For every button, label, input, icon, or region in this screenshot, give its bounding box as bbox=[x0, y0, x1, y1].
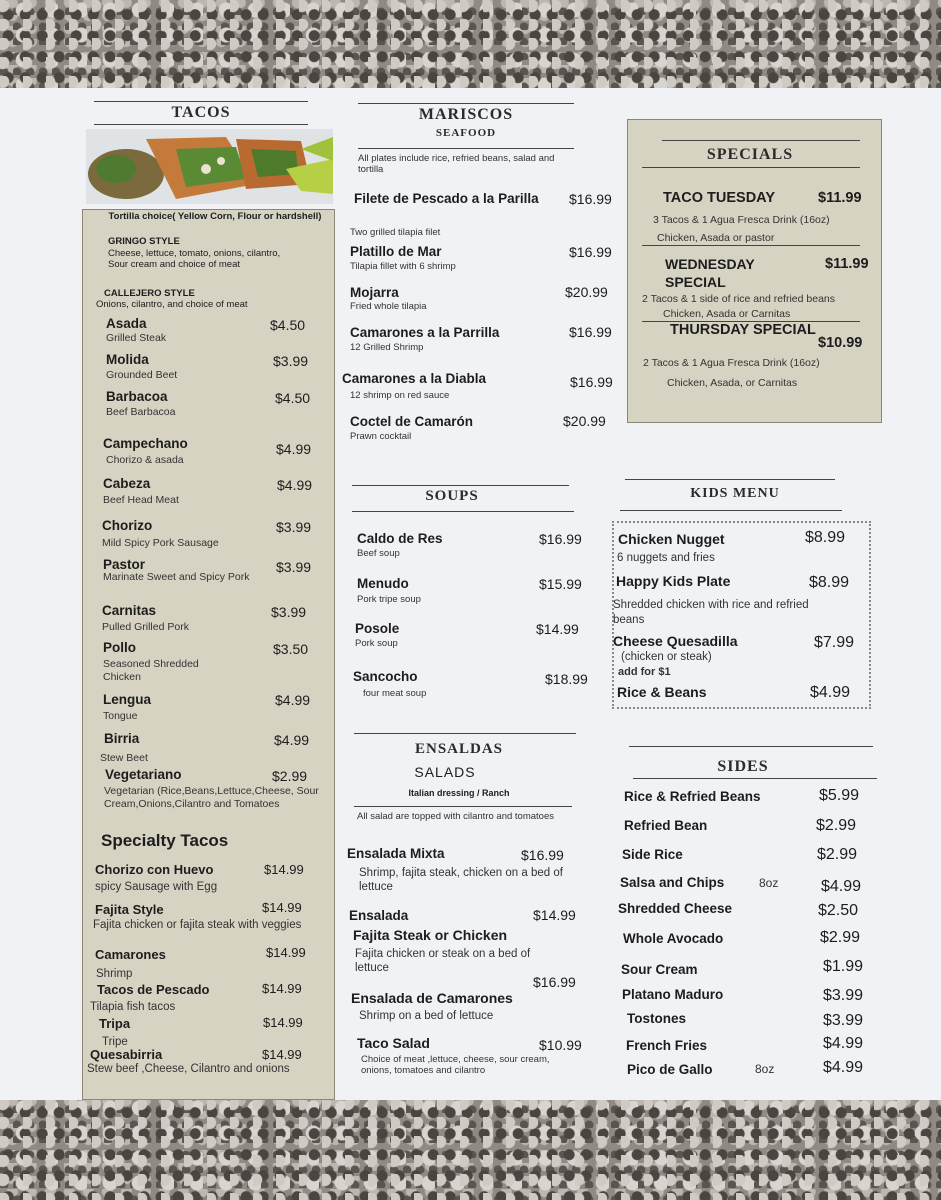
salad-item-price: $10.99 bbox=[539, 1037, 582, 1053]
side-item-size: 8oz bbox=[755, 1062, 775, 1076]
soup-item-price: $15.99 bbox=[539, 576, 582, 592]
special-divider bbox=[642, 245, 860, 246]
sides-rule-top bbox=[629, 746, 873, 747]
side-item-price: $3.99 bbox=[823, 1012, 864, 1029]
kids-item-price: $7.99 bbox=[814, 634, 855, 651]
specialty-item-desc: Tilapia fish tacos bbox=[90, 1001, 176, 1013]
specialty-item-name: Chorizo con Huevo bbox=[95, 862, 214, 877]
kids-item-price: $8.99 bbox=[805, 529, 846, 546]
specialty-item-name: Tacos de Pescado bbox=[97, 982, 210, 997]
kids-item-desc: (chicken or steak) bbox=[621, 651, 712, 663]
taco-item-price: $4.99 bbox=[275, 692, 311, 708]
taco-item-price: $3.99 bbox=[273, 353, 309, 369]
specialty-item-name: Fajita Style bbox=[95, 902, 164, 917]
seafood-subheading: SEAFOOD bbox=[435, 127, 497, 139]
special-item-desc: 2 Tacos & 1 Agua Fresca Drink (16oz) bbox=[643, 357, 820, 369]
side-item-name: Salsa and Chips bbox=[620, 875, 725, 890]
seafood-item-price: $16.99 bbox=[569, 244, 612, 260]
specialty-item-name: Tripa bbox=[99, 1016, 131, 1031]
special-item-price: $11.99 bbox=[818, 190, 862, 206]
soup-item-price: $18.99 bbox=[545, 671, 588, 687]
side-item-size: 8oz bbox=[759, 876, 779, 890]
kids-rule-top bbox=[625, 479, 835, 480]
specialty-item-desc: Stew beef ,Cheese, Cilantro and onions bbox=[87, 1063, 290, 1075]
specials-rule-bottom bbox=[642, 167, 860, 168]
soup-item-name: Sancocho bbox=[353, 669, 418, 684]
taco-item-desc: Stew Beet bbox=[100, 752, 148, 764]
tortilla-choice-note: Tortilla choice( Yellow Corn, Flour or hardshell) bbox=[108, 211, 322, 222]
side-item-price: $1.99 bbox=[823, 958, 864, 975]
taco-item-desc: Mild Spicy Pork Sausage bbox=[102, 537, 219, 549]
kids-item-name: Chicken Nugget bbox=[618, 531, 725, 547]
seafood-item-desc: Fried whole tilapia bbox=[350, 301, 427, 312]
seafood-item-price: $16.99 bbox=[570, 374, 613, 390]
specialty-item-price: $14.99 bbox=[262, 1047, 302, 1062]
side-item-name: Pico de Gallo bbox=[627, 1062, 713, 1077]
side-item-name: Sour Cream bbox=[621, 962, 698, 977]
callejero-style-desc: Onions, cilantro, and choice of meat bbox=[96, 299, 248, 310]
taco-item-price: $4.99 bbox=[277, 477, 313, 493]
special-item-meats: Chicken, Asada or pastor bbox=[657, 232, 775, 244]
tacos-heading: TACOS bbox=[171, 104, 231, 121]
seafood-item-price: $16.99 bbox=[569, 324, 612, 340]
kids-item-name: Happy Kids Plate bbox=[616, 573, 731, 589]
taco-item-name: Birria bbox=[104, 731, 140, 746]
salad-item-desc: Fajita chicken or steak on a bed of lettuce bbox=[355, 948, 531, 974]
specials-rule-top bbox=[662, 140, 860, 141]
specialty-item-desc: Tripe bbox=[102, 1036, 128, 1048]
side-item-price: $4.99 bbox=[823, 1059, 864, 1076]
kids-item-name: Cheese Quesadilla bbox=[613, 633, 738, 649]
special-item-desc: 3 Tacos & 1 Agua Fresca Drink (16oz) bbox=[653, 214, 830, 226]
seafood-item-desc: Prawn cocktail bbox=[350, 431, 412, 442]
taco-item-desc: Grounded Beet bbox=[106, 369, 178, 381]
side-item-name: Refried Bean bbox=[624, 818, 708, 833]
taco-item-price: $2.99 bbox=[272, 768, 308, 784]
taco-item-price: $4.99 bbox=[276, 441, 312, 457]
side-item-price: $2.99 bbox=[820, 929, 861, 946]
specialty-item-desc: Shrimp bbox=[96, 968, 133, 980]
taco-item-desc: Pulled Grilled Pork bbox=[102, 621, 189, 633]
salad-item-name: Ensalada Mixta bbox=[347, 846, 445, 861]
seafood-item-desc: 12 Grilled Shrimp bbox=[350, 342, 424, 353]
salad-item-name: Ensalada bbox=[349, 908, 409, 923]
special-item-meats: Chicken, Asada or Carnitas bbox=[663, 308, 791, 320]
mariscos-heading: MARISCOS bbox=[418, 106, 514, 123]
soup-item-name: Caldo de Res bbox=[357, 531, 443, 546]
kids-rule-bottom bbox=[620, 510, 842, 511]
seafood-item-price: $20.99 bbox=[563, 413, 606, 429]
callejero-style-title: CALLEJERO STYLE bbox=[104, 288, 195, 299]
side-item-name: Whole Avocado bbox=[623, 931, 724, 946]
taco-item-price: $4.99 bbox=[274, 732, 310, 748]
special-item-meats: Chicken, Asada, or Carnitas bbox=[667, 377, 798, 389]
taco-item-price: $4.50 bbox=[275, 390, 311, 406]
tacos-photo bbox=[86, 129, 333, 204]
taco-item-desc: Vegetarian (Rice,Beans,Lettuce,Cheese, Sour Cream,Onions,Cilantro and Tomatoes bbox=[104, 785, 319, 810]
mariscos-rule-bottom bbox=[358, 148, 574, 149]
countertop-background-top bbox=[0, 0, 941, 92]
specialty-item-price: $14.99 bbox=[262, 900, 302, 915]
special-item-price: $11.99 bbox=[825, 256, 869, 272]
side-item-price: $2.99 bbox=[816, 817, 857, 834]
kids-item-desc: Shredded chicken with rice and refried beans bbox=[613, 599, 809, 626]
taco-item-name: Vegetariano bbox=[105, 767, 182, 782]
taco-item-desc: Seasoned Shredded Chicken bbox=[103, 658, 199, 683]
soups-rule-bottom bbox=[352, 511, 574, 512]
countertop-background-bottom bbox=[0, 1098, 941, 1200]
gringo-style-desc: Cheese, lettuce, tomato, onions, cilantro, Sour cream and choice of meat bbox=[108, 248, 281, 270]
salad-item-name-line2: Fajita Steak or Chicken bbox=[353, 927, 508, 943]
soup-item-desc: Pork soup bbox=[355, 638, 398, 649]
specialty-item-desc: spicy Sausage with Egg bbox=[95, 881, 218, 893]
salad-item-desc: Shrimp on a bed of lettuce bbox=[359, 1010, 494, 1022]
tacos-rule-top bbox=[94, 101, 308, 102]
taco-item-desc: Tongue bbox=[103, 710, 138, 722]
seafood-item-desc: 12 shrimp on red sauce bbox=[350, 390, 450, 401]
soup-item-desc: Beef soup bbox=[357, 548, 400, 559]
side-item-price: $2.50 bbox=[818, 902, 859, 919]
sides-heading: SIDES bbox=[717, 758, 769, 775]
taco-item-name: Lengua bbox=[103, 692, 152, 707]
specialty-item-price: $14.99 bbox=[264, 862, 304, 877]
salad-item-desc: Shrimp, fajita steak, chicken on a bed of lettuce bbox=[359, 867, 563, 893]
specialty-tacos-heading: Specialty Tacos bbox=[101, 831, 229, 850]
mariscos-rule-top bbox=[358, 103, 574, 104]
specialty-item-name: Camarones bbox=[95, 947, 166, 962]
salads-heading: ENSALDAS bbox=[414, 741, 504, 757]
kids-item-price: $4.99 bbox=[810, 684, 851, 701]
taco-item-desc: Grilled Steak bbox=[106, 332, 167, 344]
specialty-item-price: $14.99 bbox=[266, 945, 306, 960]
side-item-price: $5.99 bbox=[819, 787, 860, 804]
side-item-name: Tostones bbox=[627, 1011, 687, 1026]
seafood-item-name: Camarones a la Parrilla bbox=[350, 325, 500, 340]
taco-item-name: Chorizo bbox=[102, 518, 153, 533]
seafood-item-name: Camarones a la Diabla bbox=[342, 371, 487, 386]
soup-item-price: $14.99 bbox=[536, 621, 579, 637]
taco-item-price: $4.50 bbox=[270, 317, 306, 333]
side-item-price: $2.99 bbox=[817, 846, 858, 863]
seafood-item-name: Platillo de Mar bbox=[350, 244, 442, 259]
specials-heading: SPECIALS bbox=[706, 146, 794, 163]
kids-item-price: $8.99 bbox=[809, 574, 850, 591]
side-item-name: Side Rice bbox=[622, 847, 683, 862]
soup-item-name: Posole bbox=[355, 621, 400, 636]
salads-subheading: SALADS bbox=[414, 764, 476, 780]
salads-rule-top bbox=[354, 733, 576, 734]
special-item-name-line2: SPECIAL bbox=[665, 274, 726, 290]
taco-item-name: Pollo bbox=[103, 640, 136, 655]
taco-item-desc: Beef Head Meat bbox=[103, 494, 179, 506]
soup-item-price: $16.99 bbox=[539, 531, 582, 547]
salads-note: All salad are topped with cilantro and tomatoes bbox=[357, 811, 554, 822]
seafood-item-desc: Two grilled tilapia filet bbox=[350, 227, 441, 238]
soup-item-name: Menudo bbox=[357, 576, 409, 591]
taco-item-name: Barbacoa bbox=[106, 389, 168, 404]
salad-dressing-note: Italian dressing / Ranch bbox=[408, 788, 510, 798]
kids-item-addon: add for $1 bbox=[618, 666, 671, 678]
side-item-name: French Fries bbox=[626, 1038, 708, 1053]
taco-item-desc: Marinate Sweet and Spicy Pork bbox=[103, 571, 250, 583]
soup-item-desc: Pork tripe soup bbox=[357, 594, 421, 605]
soup-item-desc: four meat soup bbox=[363, 688, 427, 699]
mariscos-note: All plates include rice, refried beans, salad and tortilla bbox=[358, 153, 555, 175]
special-item-desc: 2 Tacos & 1 side of rice and refried beans bbox=[642, 293, 836, 305]
specialty-item-name: Quesabirria bbox=[90, 1047, 163, 1062]
side-item-name: Shredded Cheese bbox=[618, 901, 733, 916]
soups-heading: SOUPS bbox=[425, 488, 479, 504]
seafood-item-name: Coctel de Camarón bbox=[350, 414, 474, 429]
taco-item-price: $3.99 bbox=[271, 604, 307, 620]
side-item-name: Rice & Refried Beans bbox=[624, 789, 761, 804]
gringo-style-title: GRINGO STYLE bbox=[108, 236, 180, 247]
seafood-item-name: Filete de Pescado a la Parilla bbox=[354, 191, 539, 206]
salad-item-name: Ensalada de Camarones bbox=[351, 990, 513, 1006]
kids-menu-heading: KIDS MENU bbox=[690, 486, 780, 501]
side-item-price: $4.99 bbox=[823, 1035, 864, 1052]
specialty-item-price: $14.99 bbox=[263, 1015, 303, 1030]
special-item-price: $10.99 bbox=[818, 335, 863, 351]
taco-item-name: Molida bbox=[106, 352, 149, 367]
special-item-name: THURSDAY SPECIAL bbox=[670, 322, 816, 338]
specialty-item-desc: Fajita chicken or fajita steak with veggies bbox=[93, 919, 302, 931]
seafood-item-name: Mojarra bbox=[350, 285, 399, 300]
salad-item-price: $14.99 bbox=[533, 907, 576, 923]
salad-item-name: Taco Salad bbox=[357, 1035, 430, 1051]
seafood-item-price: $20.99 bbox=[565, 284, 608, 300]
special-item-name: TACO TUESDAY bbox=[663, 190, 775, 206]
seafood-item-desc: Tilapia fillet with 6 shrimp bbox=[350, 261, 456, 272]
taco-item-name: Carnitas bbox=[102, 603, 157, 618]
side-item-price: $4.99 bbox=[821, 878, 862, 895]
soups-rule-top bbox=[352, 485, 569, 486]
sides-rule-bottom bbox=[633, 778, 877, 779]
taco-item-desc: Chorizo & asada bbox=[106, 454, 184, 466]
taco-item-name: Campechano bbox=[103, 436, 188, 451]
seafood-item-price: $16.99 bbox=[569, 191, 612, 207]
salads-rule-bottom bbox=[354, 806, 572, 807]
kids-item-name: Rice & Beans bbox=[617, 684, 707, 700]
tacos-rule-bottom bbox=[94, 124, 308, 125]
taco-item-name: Cabeza bbox=[103, 476, 151, 491]
taco-item-price: $3.99 bbox=[276, 519, 312, 535]
taco-item-name: Asada bbox=[106, 316, 147, 331]
taco-item-price: $3.99 bbox=[276, 559, 312, 575]
taco-item-desc: Beef Barbacoa bbox=[106, 406, 176, 418]
salad-item-price: $16.99 bbox=[533, 974, 576, 990]
kids-item-desc: 6 nuggets and fries bbox=[617, 552, 715, 564]
side-item-name: Platano Maduro bbox=[622, 987, 724, 1002]
taco-item-price: $3.50 bbox=[273, 641, 309, 657]
special-item-name: WEDNESDAY bbox=[665, 256, 755, 272]
salad-item-price: $16.99 bbox=[521, 847, 564, 863]
taco-item-name: Pastor bbox=[103, 557, 146, 572]
salad-item-desc: Choice of meat ,lettuce, cheese, sour cream, onions, tomatoes and cilantro bbox=[361, 1054, 550, 1076]
side-item-price: $3.99 bbox=[823, 987, 864, 1004]
specialty-item-price: $14.99 bbox=[262, 981, 302, 996]
